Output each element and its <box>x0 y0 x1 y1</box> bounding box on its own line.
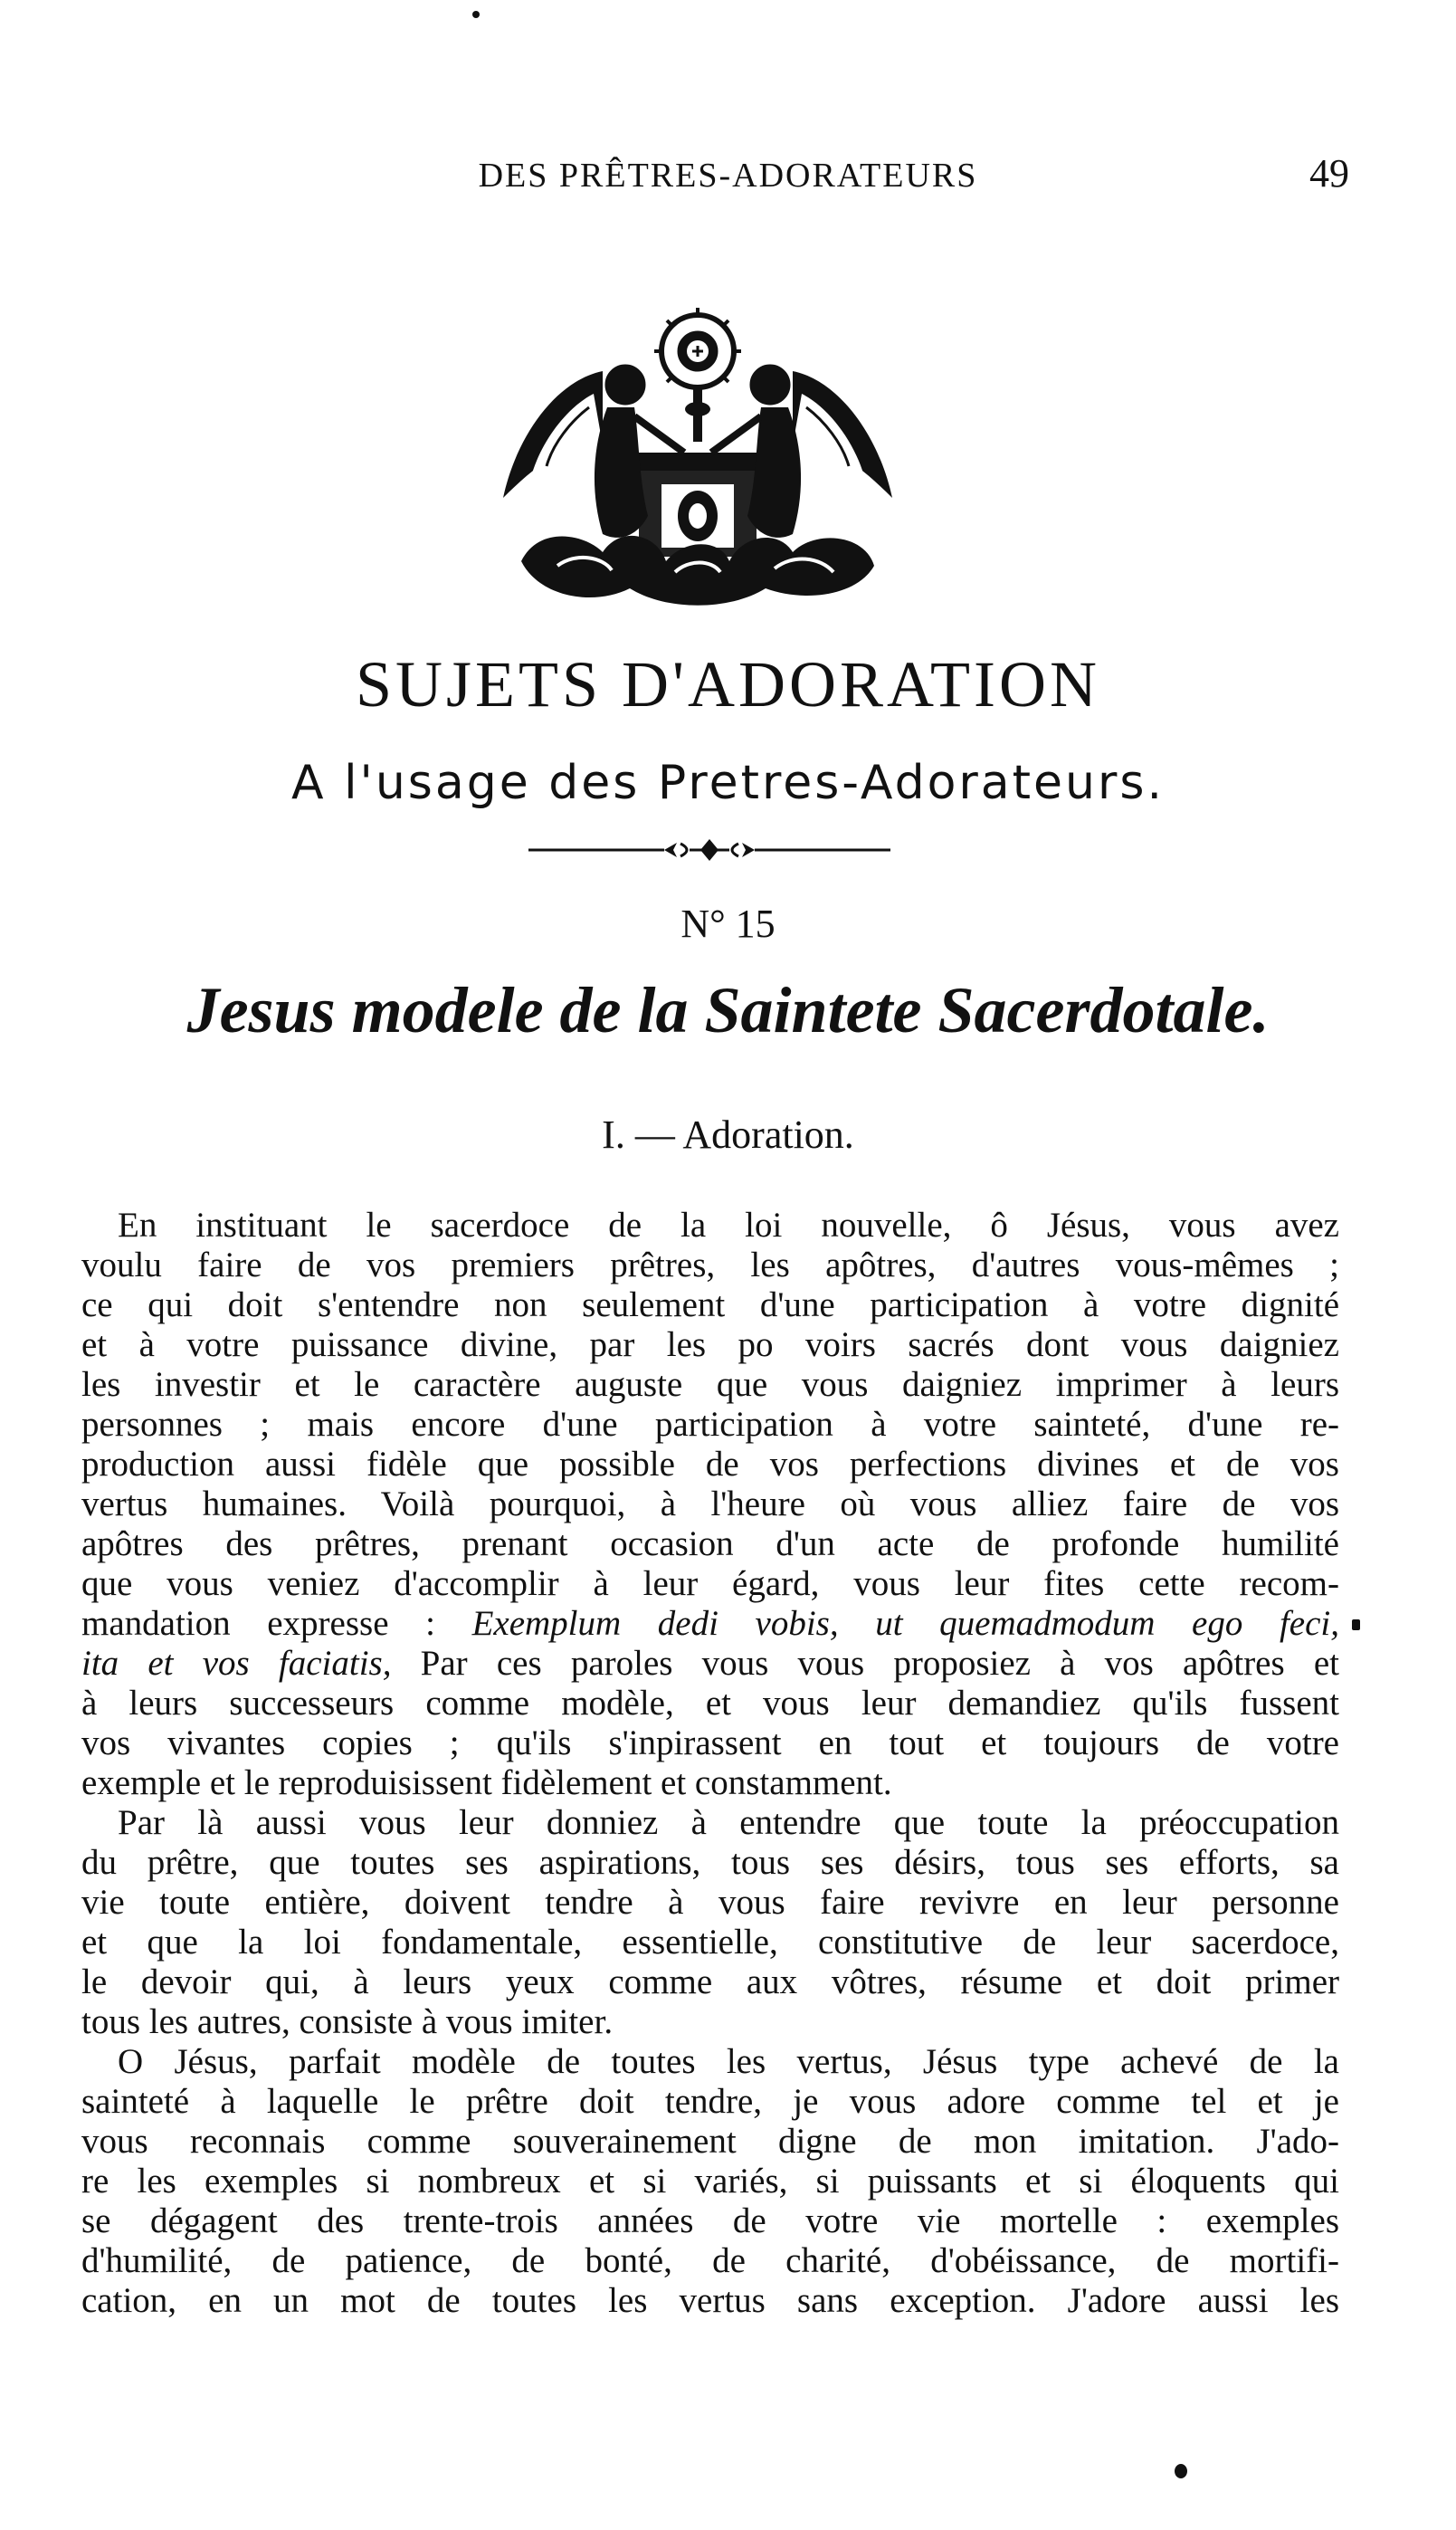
main-title: SUJETS D'ADORATION <box>355 648 1100 721</box>
text-line: cation, en un mot de toutes les vertus sans exception. J'adore aussi les <box>81 2281 1339 2320</box>
text-line: du prêtre, que toutes ses aspirations, tous ses désirs, tous ses efforts, sa <box>81 1843 1339 1882</box>
text-line: vie toute entière, doivent tendre à vous faire revivre en leur personne <box>81 1883 1339 1922</box>
ink-speck <box>1352 1619 1360 1630</box>
text-line: le devoir qui, à leurs yeux comme aux vôtres, résume et doit primer <box>81 1962 1339 2001</box>
text-line: à leurs successeurs comme modèle, et vous leur demandiez qu'ils fussent <box>81 1684 1339 1723</box>
latin-quote: ita et vos faciatis, <box>81 1644 392 1683</box>
text-line: ce qui doit s'entendre non seulement d'une participation à votre dignité <box>81 1285 1339 1324</box>
text-line: vous reconnais comme souverainement digne de mon imitation. J'ado- <box>81 2122 1339 2161</box>
monstrance-with-angels-icon <box>503 308 892 606</box>
running-head <box>0 151 1456 210</box>
text-line: production aussi fidèle que possible de vos perfections divines et de vos <box>81 1445 1339 1484</box>
text-line: d'humilité, de patience, de bonté, de charité, d'obéissance, de mortifi- <box>81 2241 1339 2280</box>
text-fragment: mandation expresse : <box>81 1604 435 1643</box>
ornamental-divider-icon <box>528 835 890 865</box>
text-line: O Jésus, parfait modèle de toutes les vertus, Jésus type achevé de la <box>118 2042 1339 2081</box>
text-line: tous les autres, consiste à vous imiter. <box>81 2002 614 2041</box>
running-title: DES PRÊTRES-ADORATEURS <box>478 157 978 195</box>
text-line: sainteté à laquelle le prêtre doit tendre, je vous adore comme tel et je <box>81 2082 1339 2121</box>
text-line: et à votre puissance divine, par les po voirs sacrés dont vous daigniez <box>81 1325 1339 1364</box>
text-line: apôtres des prêtres, prenant occasion d'un acte de profonde humilité <box>81 1524 1339 1563</box>
text-line: re les exemples si nombreux et si variés, si puissants et si éloquents qui <box>81 2162 1339 2201</box>
text-line: exemple et le reproduisissent fidèlement et constamment. <box>81 1763 892 1802</box>
text-fragment: Par ces paroles vous vous proposiez à vos apôtres et <box>420 1644 1339 1683</box>
section-heading: I. — Adoration. <box>602 1112 854 1157</box>
text-line: se dégagent des trente-trois années de votre vie mortelle : exemples <box>81 2201 1339 2240</box>
text-line-with-quote <box>81 1644 1339 1684</box>
ink-speck <box>472 11 480 18</box>
latin-quote: Exemplum dedi vobis, ut quemadmodum ego feci, <box>471 1604 1340 1643</box>
text-line: voulu faire de vos premiers prêtres, les apôtres, d'autres vous-mêmes ; <box>81 1246 1339 1284</box>
text-line: En instituant le sacerdoce de la loi nouvelle, ô Jésus, vous avez <box>118 1206 1339 1245</box>
subtitle: A l'usage des Pretres-Adorateurs. <box>291 756 1165 810</box>
chapter-heading: Jesus modele de la Saintete Sacerdotale. <box>186 974 1270 1046</box>
text-line: vos vivantes copies ; qu'ils s'inpirassent en tout et toujours de votre <box>81 1723 1339 1762</box>
text-line: personnes ; mais encore d'une participation à votre sainteté, d'une re- <box>81 1405 1339 1444</box>
text-line: et que la loi fondamentale, essentielle, constitutive de leur sacerdoce, <box>81 1923 1339 1962</box>
page-number: 49 <box>1309 151 1349 196</box>
ink-speck <box>1175 2464 1187 2478</box>
text-line: que vous veniez d'accomplir à leur égard, vous leur fites cette recom- <box>81 1564 1339 1603</box>
body-text <box>81 1206 1339 2321</box>
text-line: Par là aussi vous leur donniez à entendre que toute la préoccupation <box>118 1803 1339 1842</box>
text-line-with-quote <box>81 1604 1339 1644</box>
issue-number: N° 15 <box>680 902 776 946</box>
text-line: vertus humaines. Voilà pourquoi, à l'heure où vous alliez faire de vos <box>81 1485 1339 1523</box>
text-line: les investir et le caractère auguste que vous daigniez imprimer à leurs <box>81 1365 1339 1404</box>
